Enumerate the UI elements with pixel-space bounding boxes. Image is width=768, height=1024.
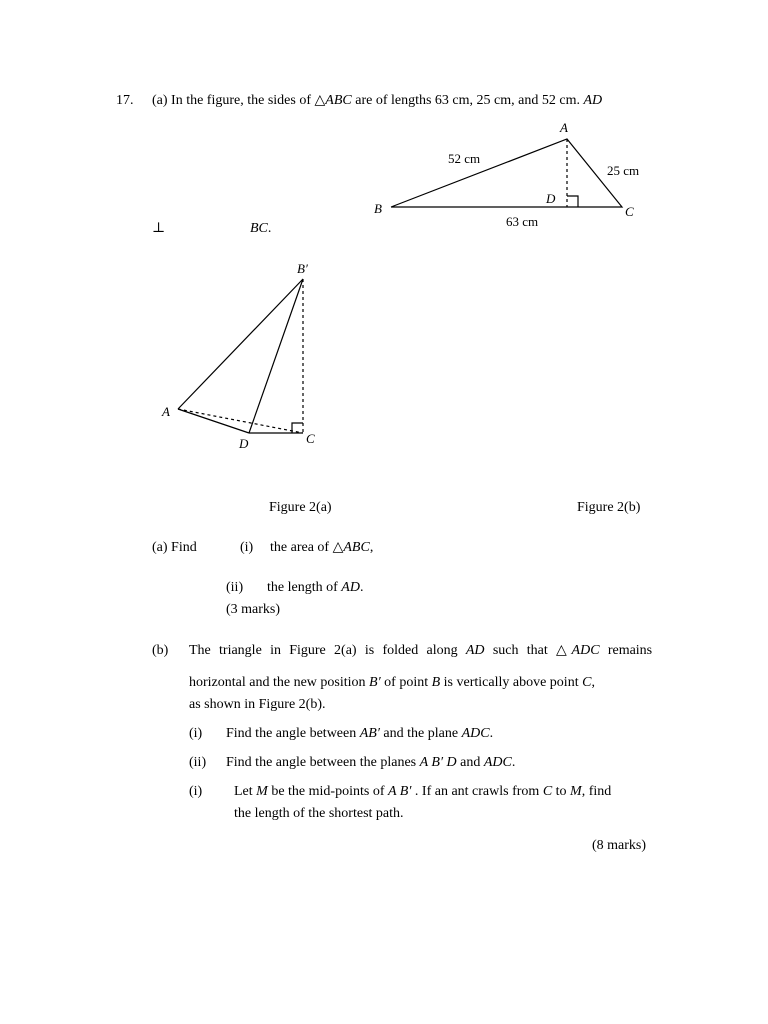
biii-t1: Let bbox=[234, 784, 257, 799]
part-b-iii-text bbox=[234, 784, 611, 801]
part-b-line-2 bbox=[189, 675, 595, 692]
b2-c-var: C bbox=[582, 675, 592, 690]
right-angle-marker-d bbox=[567, 196, 578, 207]
part-a-i-label: (i) bbox=[240, 540, 254, 555]
part-a-ii-end: . bbox=[359, 580, 364, 595]
biii-t2: be the mid-points of bbox=[267, 784, 388, 799]
bi-ab: AB′ bbox=[359, 726, 380, 741]
b1-w8: along bbox=[426, 643, 458, 658]
length-ab: 52 cm bbox=[448, 151, 481, 166]
b1-w1: The bbox=[189, 643, 211, 658]
biii-ab: A B′ bbox=[387, 784, 412, 799]
part-a-i-text bbox=[270, 540, 373, 557]
perp-bc-var: BC bbox=[250, 221, 268, 236]
b2-b-var: B bbox=[431, 675, 441, 690]
part-a-ii-body: the length of bbox=[267, 580, 342, 595]
b1-w3: in bbox=[270, 643, 281, 658]
label-a: A bbox=[560, 120, 568, 135]
edge-a-c bbox=[178, 409, 303, 433]
triangle-abc-outline bbox=[391, 139, 622, 207]
figure-triangle-abc bbox=[374, 120, 639, 229]
b1-w6: is bbox=[364, 643, 375, 658]
label-d2: D bbox=[239, 436, 249, 451]
part-b-label: (b) bbox=[152, 643, 169, 658]
caption-figure-2a: Figure 2(a) bbox=[269, 500, 332, 515]
b2-end: , bbox=[591, 675, 595, 690]
part-a-label: (a) Find bbox=[152, 540, 197, 555]
length-bc: 63 cm bbox=[506, 214, 539, 229]
part-a-ii-ad: AD bbox=[341, 580, 360, 595]
part-b-marks: (8 marks) bbox=[592, 838, 647, 853]
b1-w2: triangle bbox=[219, 643, 262, 658]
b1-w12 bbox=[556, 643, 600, 658]
biii-m2: M bbox=[570, 784, 582, 799]
part-b-line-3: as shown in Figure 2(b). bbox=[189, 697, 326, 712]
part-b-line-1 bbox=[189, 643, 652, 660]
b1-w13: remains bbox=[607, 643, 653, 658]
label-bprime: B′ bbox=[297, 261, 308, 276]
label-d: D bbox=[546, 191, 556, 206]
part-a-i-text-1: the area of bbox=[270, 540, 333, 555]
b1-w12-tri: △ bbox=[556, 643, 572, 658]
b1-w5: 2(a) bbox=[334, 643, 357, 658]
part-b-ii-label: (ii) bbox=[189, 755, 207, 770]
intro-prefix: (a) In the figure, the sides of bbox=[152, 93, 315, 108]
biii-to: to bbox=[552, 784, 571, 799]
b1-w10: such bbox=[492, 643, 519, 658]
part-a-marks: (3 marks) bbox=[226, 602, 281, 617]
bi-text: Find the angle between bbox=[226, 726, 360, 741]
caption-figure-2b: Figure 2(b) bbox=[577, 500, 641, 515]
label-b: B bbox=[374, 201, 382, 216]
intro-ad: AD bbox=[583, 93, 603, 108]
b1-w7: folded bbox=[382, 643, 419, 658]
perp-symbol: ⊥ bbox=[152, 221, 166, 236]
part-a-ii-text bbox=[267, 580, 363, 597]
b2-c: is vertically above point bbox=[440, 675, 583, 690]
b2-bprime: B′ bbox=[369, 675, 381, 690]
b1-w9: AD bbox=[465, 643, 485, 658]
part-a-i-end: , bbox=[369, 540, 374, 555]
bi-mid: and the plane bbox=[379, 726, 462, 741]
part-b-ii-text bbox=[226, 755, 515, 772]
bii-and: and bbox=[456, 755, 484, 770]
bi-adc: ADC bbox=[461, 726, 490, 741]
label-c2: C bbox=[306, 431, 315, 446]
bii-abd: A B′ D bbox=[419, 755, 457, 770]
intro-mid: are of lengths 63 cm, 25 cm, and 52 cm. bbox=[351, 93, 584, 108]
biii-t3: . If an ant crawls from bbox=[411, 784, 543, 799]
bii-adc: ADC bbox=[483, 755, 512, 770]
biii-m: M bbox=[256, 784, 268, 799]
part-a-ii-label: (ii) bbox=[226, 580, 244, 595]
edge-a-bprime bbox=[178, 279, 303, 409]
question-number: 17. bbox=[116, 93, 134, 108]
part-b-i-label: (i) bbox=[189, 726, 203, 741]
biii-c: C bbox=[542, 784, 553, 799]
figure-folded bbox=[161, 261, 315, 451]
bii-end: . bbox=[511, 755, 516, 770]
part-a-i-abc: ABC bbox=[343, 540, 370, 555]
b1-w11: that bbox=[526, 643, 548, 658]
bi-end: . bbox=[489, 726, 494, 741]
length-ac: 25 cm bbox=[607, 163, 640, 178]
biii-t4: , find bbox=[581, 784, 612, 799]
triangle-symbol: △ bbox=[314, 93, 326, 108]
label-a2: A bbox=[162, 404, 170, 419]
bii-text: Find the angle between the planes bbox=[226, 755, 420, 770]
label-c: C bbox=[625, 204, 634, 219]
b2-a: horizontal and the new position bbox=[189, 675, 370, 690]
intro-abc: ABC bbox=[325, 93, 352, 108]
b1-w4: Figure bbox=[289, 643, 326, 658]
b2-b: of point bbox=[380, 675, 432, 690]
part-b-iii-line-2: the length of the shortest path. bbox=[234, 806, 404, 821]
part-b-iii-label: (i) bbox=[189, 784, 203, 799]
perp-period: . bbox=[267, 221, 272, 236]
part-b-i-text bbox=[226, 726, 493, 743]
edge-d-bprime bbox=[249, 279, 303, 433]
b1-w12-adc: ADC bbox=[571, 643, 600, 658]
part-a-i-tri: △ bbox=[332, 540, 344, 555]
